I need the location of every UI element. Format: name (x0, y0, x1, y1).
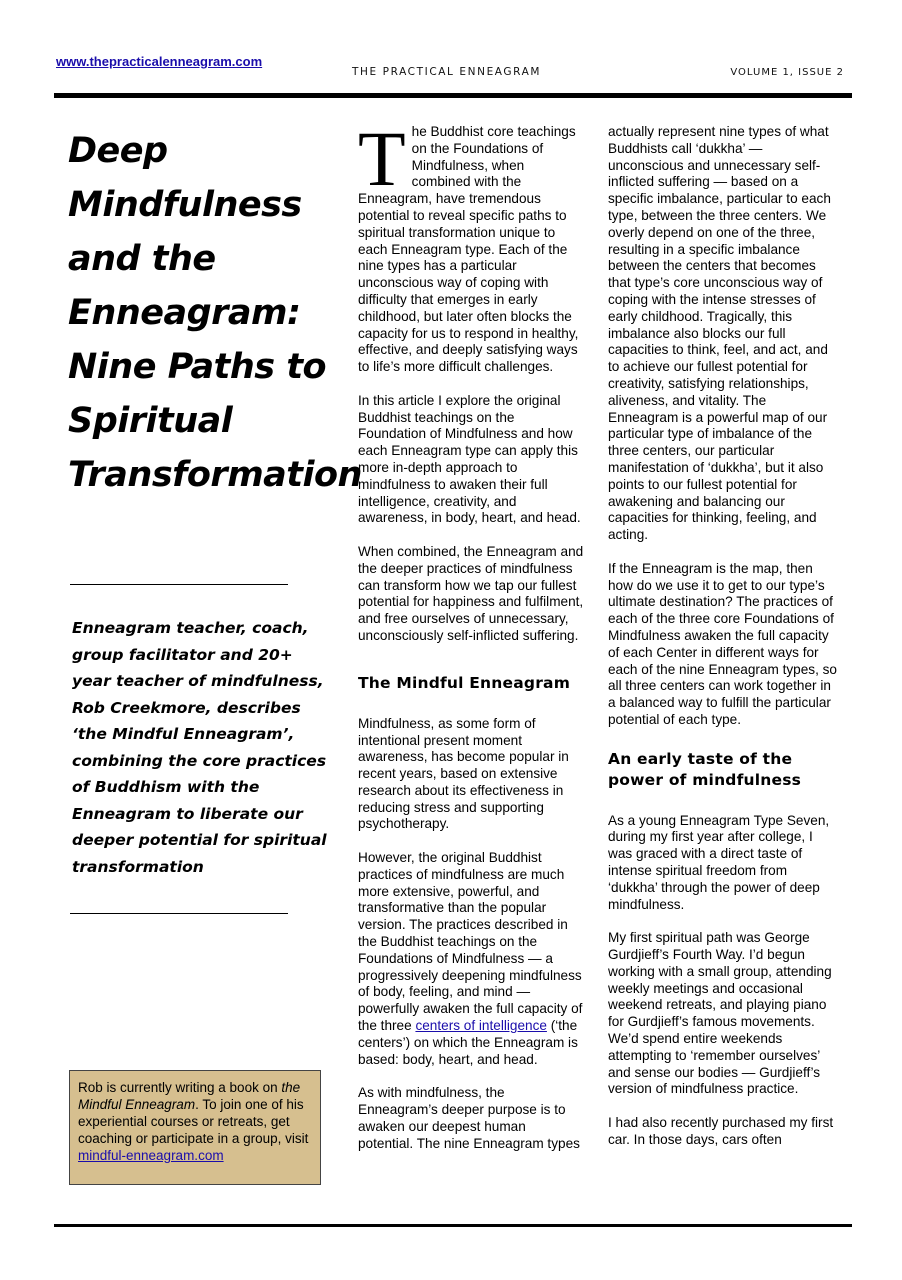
col2-p5-b: (‘the centers’) on which the Enneagram is based: body, heart, and head. (358, 1018, 578, 1067)
col3-p3: As a young Enneagram Type Seven, during my first year after college, I was graced with a direct taste of intense spiritual freedom from ‘dukkha’ through the power of deep mindfulness. (608, 812, 830, 912)
col2-p3: When combined, the Enneagram and the deeper practices of mindfulness can transform how we tap our fullest potential for happiness and fulfilment, and free ourselves of unnecessary, unconsciously self-inflicted suffering. (358, 543, 584, 643)
bottom-rule (54, 1224, 852, 1227)
divider-bottom (70, 913, 288, 914)
centers-link[interactable]: centers of intelligence (415, 1018, 547, 1034)
divider-top (70, 584, 288, 585)
col3-p4: My first spiritual path was George Gurdjieff’s Fourth Way. I’d begun working with a small group, attending weekly meetings and occasional weekend retreats, and playing piano for Gurdjieff’s famous movements. We’d spend entire weekends attempting to ‘remember ourselves’ and sense our bodies — Gurdjieff’s version of mindfulness practice. (608, 930, 832, 1097)
site-link[interactable]: www.thepracticalenneagram.com (56, 54, 263, 69)
article-title: Deep Mindfulness and the Enneagram: Nine Paths to Spiritual Transformation (68, 131, 362, 495)
author-info-box (69, 1070, 321, 1185)
article-deck: Enneagram teacher, coach, group facilitator and 20+ year teacher of mindfulness, Rob Creekmore, describes ‘the Mindful Enneagram’, combining the core practices of Buddhism with the Enneagram to liberate our deeper potential for spiritual transformation (72, 619, 327, 876)
info-book-title: the Mindful Enneagram (78, 1080, 301, 1112)
info-text-1: Rob is currently writing a book on (78, 1080, 282, 1095)
column-2 (358, 115, 584, 1169)
masthead: THE PRACTICAL ENNEAGRAM (352, 66, 542, 78)
section-heading-early-taste: An early taste of the power of mindfulness (608, 749, 802, 789)
info-text-2: . To join one of his experiential courses or retreats, get coaching or participate in a group, visit (78, 1097, 309, 1146)
col2-p5 (358, 850, 584, 1068)
column-3 (608, 124, 840, 1165)
section-heading-mindful-enneagram: The Mindful Enneagram (358, 673, 571, 692)
col3-p1: actually represent nine types of what Buddhists call ‘dukkha’ — unconscious and unnecessary self-inflicted suffering — based on a specific imbalance, particular to each type, between the three centers. We overly depend on one of the three, resulting in a specific imbalance between the centers that becomes that type’s core unconscious way of coping with the intense stresses of early childhood. Tragically, this imbalance also blocks our full capacities to think, feel, and act, and to achieve our fullest potential for creativity, satisfying relationships, aliveness, and vitality. The Enneagram is a powerful map of our particular type of imbalance of the three centers, our particular manifestation of ‘dukkha’, but it also points to our fullest potential for awakening and balancing our capacities for thinking, feeling, and acting. (608, 124, 831, 543)
dropcap: T (358, 115, 406, 202)
col2-p4: Mindfulness, as some form of intentional present moment awareness, has become popular in recent years, based on extensive research about its effectiveness in reducing stress and supporting psychotherapy. (358, 715, 569, 832)
col3-p5: I had also recently purchased my first car. In those days, cars often (608, 1115, 834, 1147)
col2-p5-a: However, the original Buddhist practices of mindfulness are much more extensive, powerful, and transformative than the popular version. The practices described in the Buddhist teachings on the Foundations of Mindfulness — a progressively deepening mindfulness of body, feeling, and mind — powerfully awaken the full capacity of the three (358, 850, 583, 1034)
col2-p2: In this article I explore the original Buddhist teachings on the Foundation of Mindfulness and how each Enneagram type can apply this more in-depth approach to mindfulness to awaken their full intelligence, creativity, and awareness, in body, heart, and head. (358, 392, 581, 526)
info-link[interactable]: mindful-enneagram.com (78, 1148, 224, 1163)
col3-p2: If the Enneagram is the map, then how do we use it to get to our type’s ultimate destination? The practices of each of the three core Foundations of Mindfulness awaken the full capacity of each Center in different ways for each of the nine Enneagram types, so all three centers can work together in a balanced way to fulfill the particular potential of each type. (608, 560, 837, 727)
col2-p6: As with mindfulness, the Enneagram’s deeper purpose is to awaken our deepest human potential. The nine Enneagram types (358, 1085, 580, 1151)
col2-p1 (358, 115, 584, 376)
issue-label: VOLUME 1, ISSUE 2 (730, 67, 844, 78)
col2-p1-text: he Buddhist core teachings on the Foundations of Mindfulness, when combined with the Enneagram, have tremendous potential to reveal specific paths to spiritual transformation unique to each Enneagram type. Each of the nine types has a particular unconscious way of coping with difficulty that emerges in early childhood, but later often blocks the capacity for us to respond in healthy, effective, and deeply satisfying ways to life’s more difficult challenges. (358, 124, 579, 375)
top-rule (54, 93, 852, 98)
